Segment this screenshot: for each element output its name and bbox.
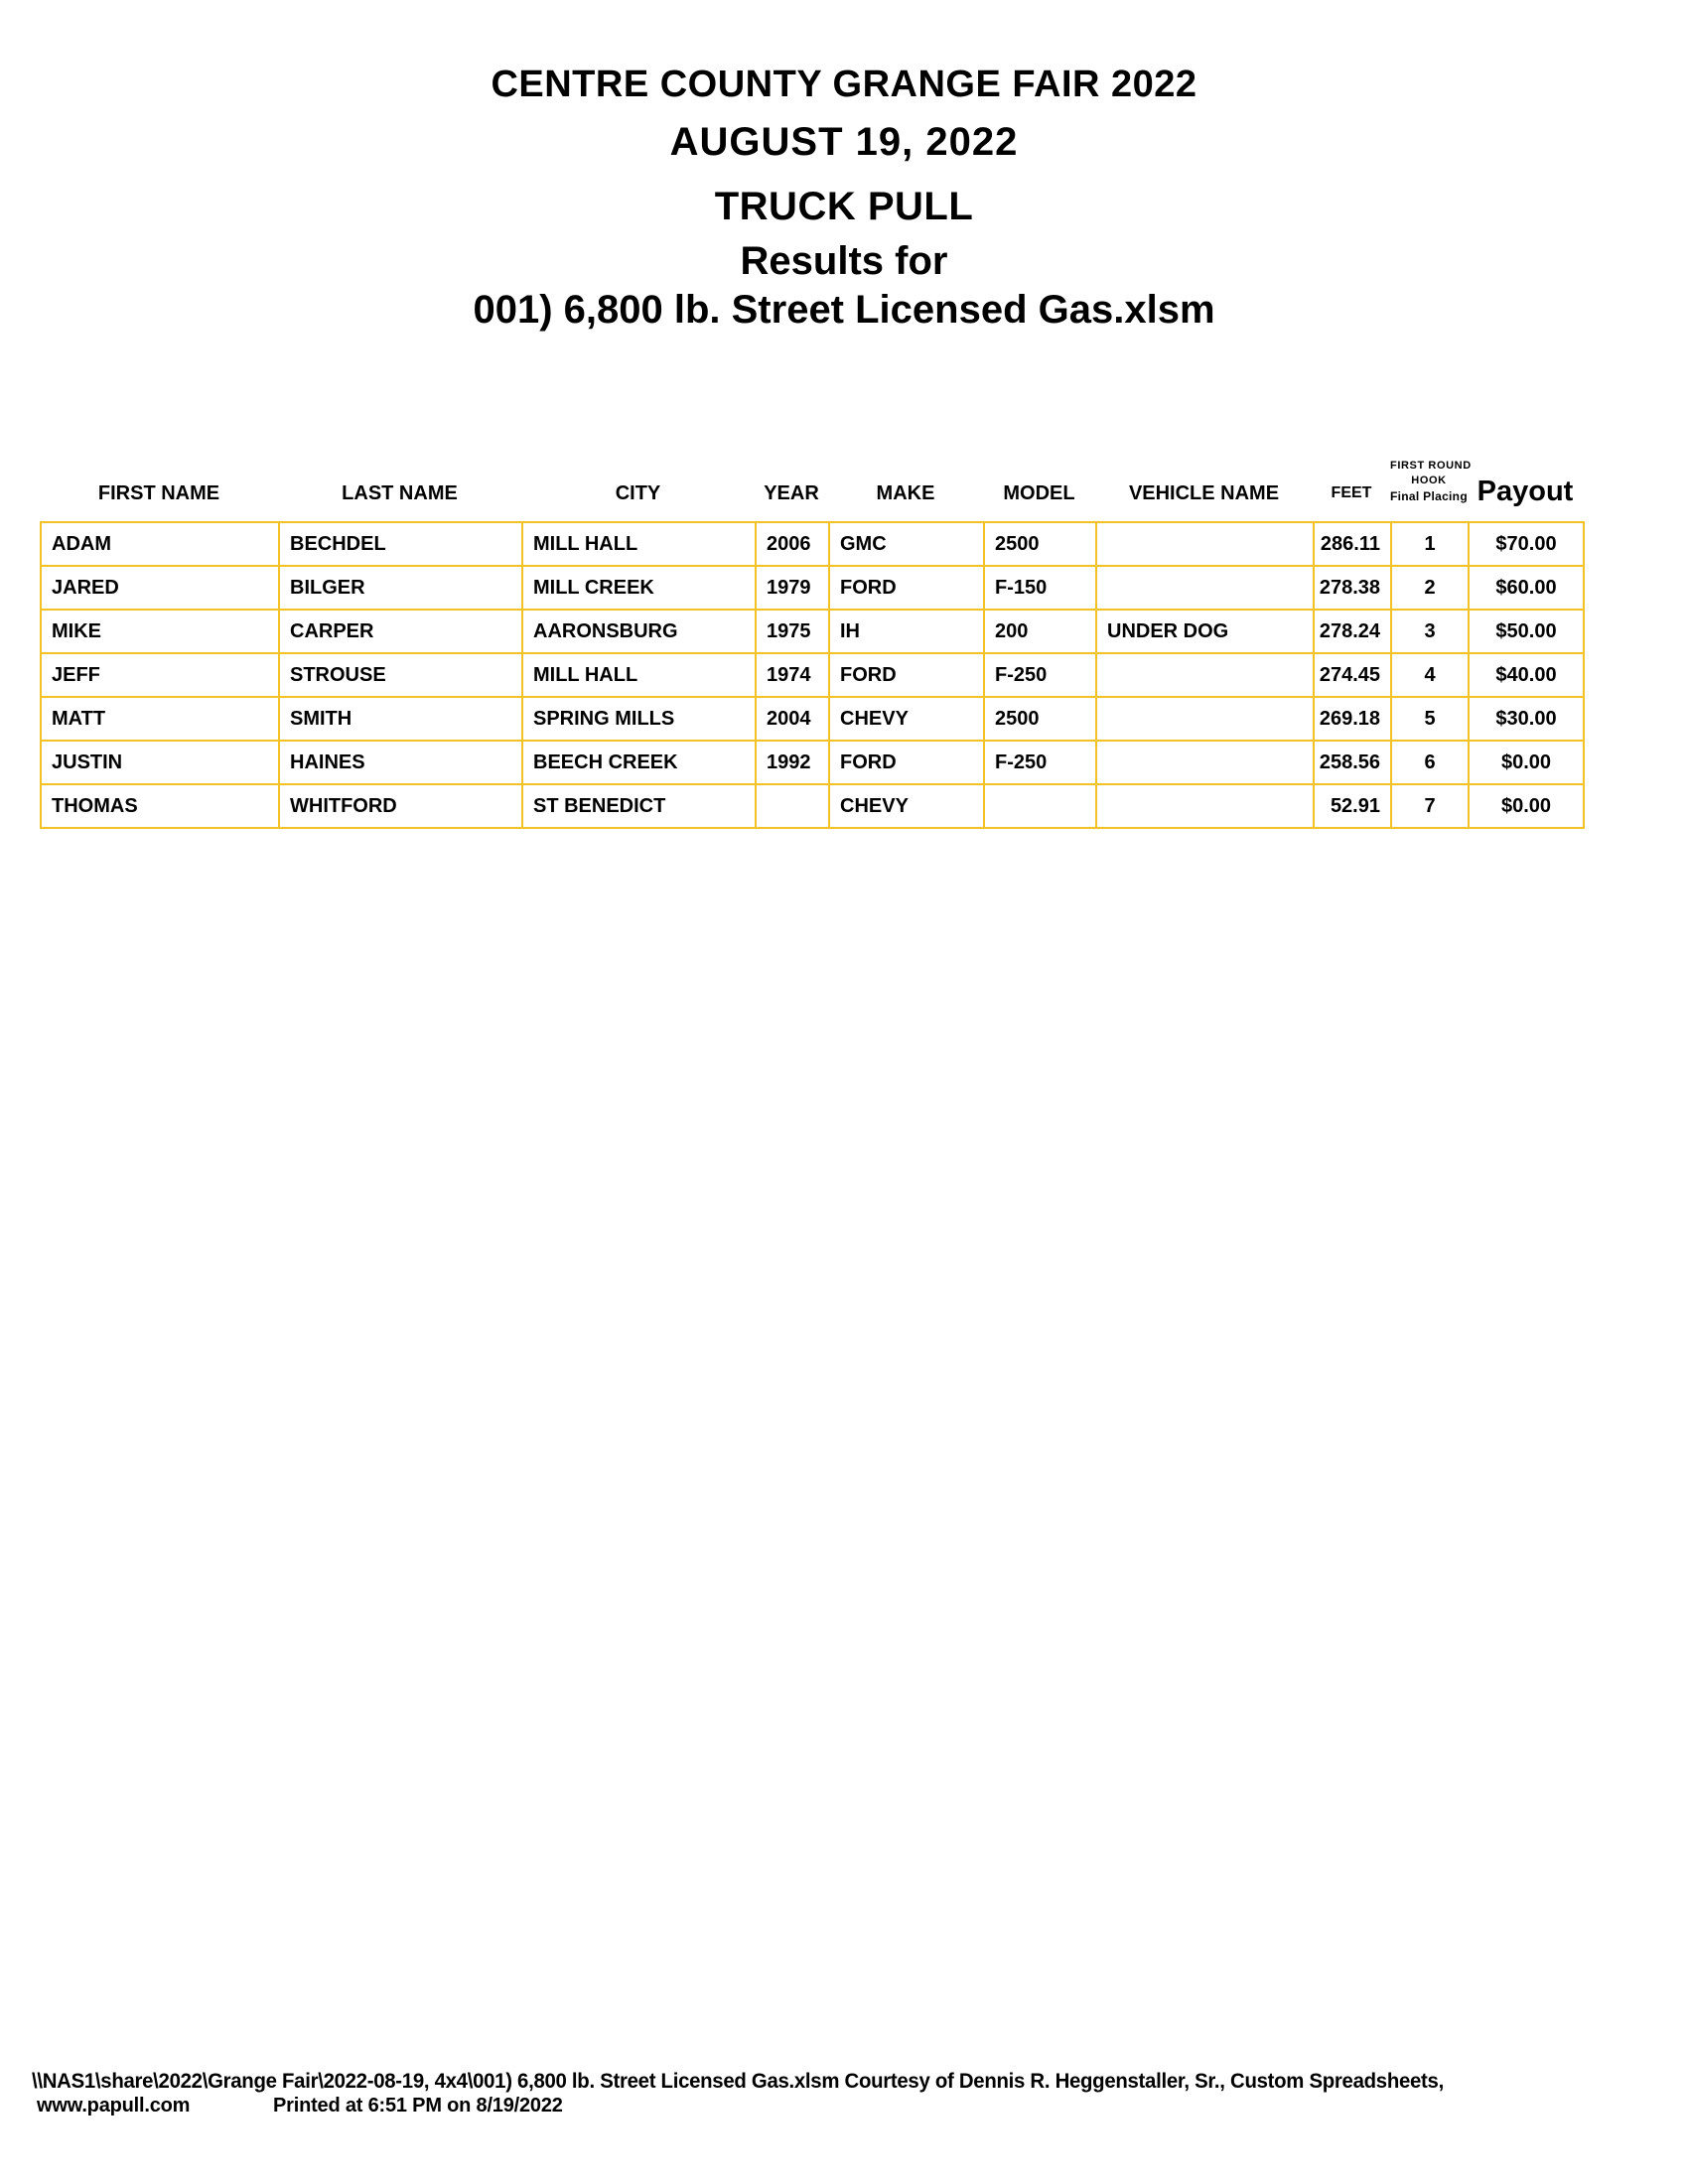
cell-vehicle-name xyxy=(1096,653,1314,697)
cell-last-name: BILGER xyxy=(279,566,522,610)
cell-payout: $40.00 xyxy=(1469,653,1584,697)
column-header-final-placing xyxy=(1390,459,1472,506)
cell-vehicle-name: UNDER DOG xyxy=(1096,610,1314,653)
title-date: AUGUST 19, 2022 xyxy=(669,120,1019,164)
cell-first-name: MATT xyxy=(41,697,279,741)
column-header-first-round: FIRST ROUND xyxy=(1390,460,1472,472)
cell-first-name: ADAM xyxy=(41,522,279,566)
cell-payout: $70.00 xyxy=(1469,522,1584,566)
table-row xyxy=(41,653,1584,697)
cell-last-name: HAINES xyxy=(279,741,522,784)
cell-vehicle-name xyxy=(1096,784,1314,828)
column-header-feet: FEET xyxy=(1331,484,1372,501)
cell-make: CHEVY xyxy=(829,784,984,828)
cell-model: F-150 xyxy=(984,566,1096,610)
cell-first-name: JUSTIN xyxy=(41,741,279,784)
table-row xyxy=(41,566,1584,610)
cell-model xyxy=(984,784,1096,828)
cell-last-name: STROUSE xyxy=(279,653,522,697)
cell-model: F-250 xyxy=(984,741,1096,784)
cell-year: 1974 xyxy=(756,653,829,697)
table-row xyxy=(41,741,1584,784)
cell-placing: 4 xyxy=(1391,653,1469,697)
cell-feet: 274.45 xyxy=(1314,653,1391,697)
column-header-make: MAKE xyxy=(876,482,935,504)
cell-year: 1979 xyxy=(756,566,829,610)
title-event: CENTRE COUNTY GRANGE FAIR 2022 xyxy=(491,64,1197,105)
column-header-year: YEAR xyxy=(764,482,819,504)
column-header-payout: Payout xyxy=(1477,476,1574,507)
column-header-hook: HOOK xyxy=(1411,475,1447,486)
cell-feet: 258.56 xyxy=(1314,741,1391,784)
table-row xyxy=(41,522,1584,566)
cell-first-name: JEFF xyxy=(41,653,279,697)
title-competition: TRUCK PULL xyxy=(714,185,974,228)
table-row xyxy=(41,697,1584,741)
title-class-file: 001) 6,800 lb. Street Licensed Gas.xlsm xyxy=(473,288,1215,332)
cell-make: IH xyxy=(829,610,984,653)
cell-model: 2500 xyxy=(984,522,1096,566)
cell-payout: $0.00 xyxy=(1469,784,1584,828)
cell-city: MILL HALL xyxy=(522,522,756,566)
cell-make: FORD xyxy=(829,741,984,784)
cell-make: FORD xyxy=(829,566,984,610)
cell-first-name: THOMAS xyxy=(41,784,279,828)
table-row xyxy=(41,610,1584,653)
cell-placing: 5 xyxy=(1391,697,1469,741)
footer-website: www.papull.com xyxy=(37,2095,191,2116)
cell-payout: $50.00 xyxy=(1469,610,1584,653)
cell-feet: 286.11 xyxy=(1314,522,1391,566)
cell-feet: 269.18 xyxy=(1314,697,1391,741)
cell-year: 1975 xyxy=(756,610,829,653)
footer-file-path: \\NAS1\share\2022\Grange Fair\2022-08-19, 4x4\001) 6,800 lb. Street Licensed Gas.xlsm Courtesy of Dennis R. Heggenstaller, Sr., Custom Spreadsheets, xyxy=(32,2070,1444,2093)
results-table-body xyxy=(41,522,1584,828)
cell-make: CHEVY xyxy=(829,697,984,741)
cell-vehicle-name xyxy=(1096,741,1314,784)
cell-feet: 278.38 xyxy=(1314,566,1391,610)
cell-placing: 2 xyxy=(1391,566,1469,610)
cell-city: MILL HALL xyxy=(522,653,756,697)
cell-first-name: JARED xyxy=(41,566,279,610)
cell-model: 200 xyxy=(984,610,1096,653)
cell-year: 2004 xyxy=(756,697,829,741)
column-header-last-name: LAST NAME xyxy=(342,482,458,504)
cell-year: 2006 xyxy=(756,522,829,566)
cell-make: FORD xyxy=(829,653,984,697)
title-results-for: Results for xyxy=(740,239,948,283)
column-header-first-name: FIRST NAME xyxy=(97,482,220,504)
cell-placing: 3 xyxy=(1391,610,1469,653)
cell-feet: 278.24 xyxy=(1314,610,1391,653)
table-column-headers xyxy=(40,441,1583,506)
column-header-vehicle-name: VEHICLE NAME xyxy=(1128,482,1280,504)
cell-vehicle-name xyxy=(1096,697,1314,741)
cell-model: F-250 xyxy=(984,653,1096,697)
cell-placing: 1 xyxy=(1391,522,1469,566)
cell-vehicle-name xyxy=(1096,522,1314,566)
cell-payout: $60.00 xyxy=(1469,566,1584,610)
column-header-city: CITY xyxy=(615,482,661,504)
column-header-model: MODEL xyxy=(1003,482,1075,504)
cell-last-name: CARPER xyxy=(279,610,522,653)
cell-feet: 52.91 xyxy=(1314,784,1391,828)
cell-placing: 6 xyxy=(1391,741,1469,784)
cell-city: MILL CREEK xyxy=(522,566,756,610)
cell-last-name: BECHDEL xyxy=(279,522,522,566)
cell-payout: $0.00 xyxy=(1469,741,1584,784)
cell-payout: $30.00 xyxy=(1469,697,1584,741)
cell-vehicle-name xyxy=(1096,566,1314,610)
cell-city: AARONSBURG xyxy=(522,610,756,653)
column-header-placing: Final Placing xyxy=(1390,489,1468,503)
results-table xyxy=(40,521,1585,829)
cell-model: 2500 xyxy=(984,697,1096,741)
footer-printed-timestamp: Printed at 6:51 PM on 8/19/2022 xyxy=(273,2095,563,2116)
cell-make: GMC xyxy=(829,522,984,566)
cell-year: 1992 xyxy=(756,741,829,784)
cell-last-name: SMITH xyxy=(279,697,522,741)
cell-placing: 7 xyxy=(1391,784,1469,828)
cell-first-name: MIKE xyxy=(41,610,279,653)
cell-last-name: WHITFORD xyxy=(279,784,522,828)
cell-city: BEECH CREEK xyxy=(522,741,756,784)
cell-year xyxy=(756,784,829,828)
cell-city: ST BENEDICT xyxy=(522,784,756,828)
table-row xyxy=(41,784,1584,828)
cell-city: SPRING MILLS xyxy=(522,697,756,741)
